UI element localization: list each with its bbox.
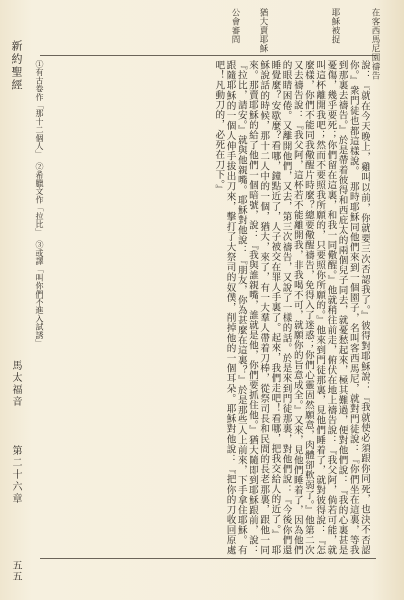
bottom-rule <box>40 558 376 559</box>
gospel-title: 馬太福音 <box>10 360 21 408</box>
annotation-judas: 猶大賣耶穌 <box>258 8 268 53</box>
chapter-label: 第二十六章 <box>10 445 21 505</box>
annotation-council: 公會審問 <box>230 8 240 44</box>
annotation-arrest: 耶穌被捉 <box>330 8 340 44</box>
footnotes: ①有古卷作「那十二個人」 ②希臘文作「拉比」 ③或譯「叫你們不進入試誘」 <box>35 60 44 348</box>
book-title: 新約聖經 <box>10 40 23 92</box>
main-text-column <box>45 60 370 555</box>
main-text: 說：『就在今天晚上，雞叫以前，你就要三次否認我了。』彼得對耶穌說：『我就使必須跟你同死，也決不否認你。』衆門徒也都這樣說。 那時耶穌同他們來到一個園子，名叫客西馬尼，就對門徒說：『你們坐在這裏，等我到那裏去禱告。』於是帶着彼得和西庇太的兩個兒子同去，就憂愁起來，極其難過，便對他們說：『我的心裏甚是憂傷，幾乎要死；你們留在這裏，和我一同儆醒。』他就稍往前走，俯伏在地上禱告說：『我父阿，倘若可能，就叫這杯離開我吧；然而不要照我所願的，只要照你所願的。』他來到門徒那裏，見他們睡着了，就對彼得說：『怎麼樣，你們不能同我儆醒片時麼？總要儆醒禱告，免得入了迷惑；你們心靈固然願意，肉體卻軟弱了。』他第二次又去禱告說：『我父阿，這杯若不能離開我，非我喝不可，就願你的旨意成全。』又來，見他們睡着了，因為他們的眼睛困倦。又離開他們，又去，第三次禱告，又說了一樣的話。於是來到門徒那裏，對他們說：『今後你們還睡覺麼？安歇麼？看哪，鐘點近了，人子被交在罪人手裏了。起來，我們走吧！看哪，把我交給人的近了。』 耶穌說話的時候，那十二人中的一個，猶大，來了，有一大羣人帶着刀棒，從祭司長和民間的長老那裏，跟他一同來。那賣耶穌的給了他們一個暗號，說：『我與誰親嘴，誰就是他，你們要抓住他。』猶大隨即到耶穌跟前，說：『拉比，請安。』就與他親嘴。耶穌對他說：『朋友，你為甚麼在這裏？』於是那些人上前來，下手拿住耶穌。有跟隨耶穌的一個人伸手拔出刀來，擊打了大祭司的奴僕，削掉他的一個耳朵。耶穌對他說：『把你的刀收回原處吧！凡動刀的，必死在刀下。』 <box>213 60 370 555</box>
page-number: 五五 <box>10 560 21 582</box>
annotation-gethsemane: 在客西馬尼園禱告 <box>370 8 380 80</box>
top-rule <box>40 55 376 56</box>
